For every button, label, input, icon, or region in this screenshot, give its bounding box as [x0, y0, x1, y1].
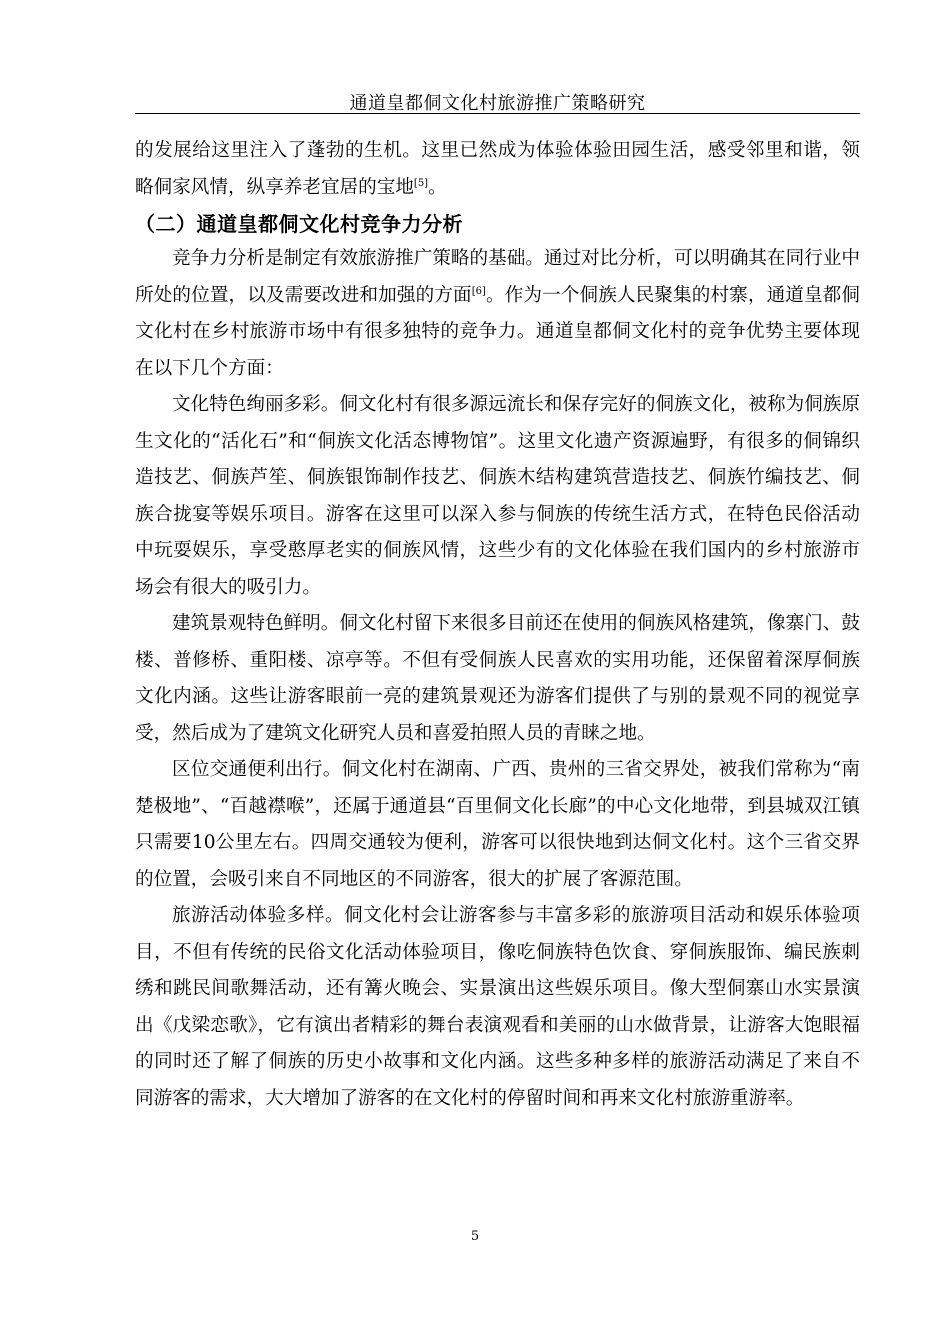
citation-5: [5] [413, 177, 429, 189]
paragraph-text: 。作为一个侗族人民聚集的村寨，通道皇都侗文化村在乡村旅游市场中有很多独特的竞争力。通道皇都侗文化村的竞争优势主要体现在以下几个方面： [135, 284, 860, 379]
continued-paragraph-end: 。 [428, 176, 447, 198]
paragraph-competitiveness-intro [135, 241, 860, 387]
document-body [135, 133, 860, 1117]
header-divider [135, 113, 860, 114]
continued-paragraph-text: 的发展给这里注入了蓬勃的生机。这里已然成为体验体验田园生活，感受邻里和谐，领略侗家风情，纵享养老宜居的宝地 [135, 140, 860, 198]
paragraph-text: 竞争力分析是制定有效旅游推广策略的基础。通过对比分析，可以明确其在同行业中所处的位置，以及需要改进和加强的方面 [135, 248, 860, 306]
paragraph-architecture: 建筑景观特色鲜明。侗文化村留下来很多目前还在使用的侗族风格建筑，像寨门、鼓楼、普修桥、重阳楼、凉亭等。不但有受侗族人民喜欢的实用功能，还保留着深厚侗族文化内涵。这些让游客眼前一亮的建筑景观还为游客们提供了与别的景观不同的视觉享受，然后成为了建筑文化研究人员和喜爱拍照人员的青睐之地。 [135, 613, 860, 744]
page-number: 5 [470, 1229, 480, 1244]
paragraph-transport: 区位交通便利出行。侗文化村在湖南、广西、贵州的三省交界处，被我们常称为“南楚极地”、“百越襟喉”，还属于通道县“百里侗文化长廊”的中心文化地带，到县城双江镇只需要10公里左右。四周交通较为便利，游客可以很快地到达侗文化村。这个三省交界的位置，会吸引来自不同地区的不同游客，很大的扩展了客源范围。 [135, 759, 860, 890]
page-header: 通道皇都侗文化村旅游推广策略研究 [349, 93, 646, 114]
paragraph-activities: 旅游活动体验多样。侗文化村会让游客参与丰富多彩的旅游项目活动和娱乐体验项目，不但有传统的民俗文化活动体验项目，像吃侗族特色饮食、穿侗族服饰、编民族刺绣和跳民间歌舞活动，还有篝火晚会、实景演出这些娱乐项目。像大型侗寨山水实景演出《戊梁恋歌》，它有演出者精彩的舞台表演观看和美丽的山水做背景，让游客大饱眼福的同时还了解了侗族的历史小故事和文化内涵。这些多种多样的旅游活动满足了来自不同游客的需求，大大增加了游客的在文化村的停留时间和再来文化村旅游重游率。 [135, 905, 860, 1109]
section-heading: （二）通道皇都侗文化村竞争力分析 [135, 212, 463, 236]
citation-6: [6] [471, 285, 486, 297]
paragraph-culture: 文化特色绚丽多彩。侗文化村有很多源远流长和保存完好的侗族文化，被称为侗族原生文化的“活化石”和“侗族文化活态博物馆”。这里文化遗产资源遍野，有很多的侗锦织造技艺、侗族芦笙、侗族银饰制作技艺、侗族木结构建筑营造技艺、侗族竹编技艺、侗族合拢宴等娱乐项目。游客在这里可以深入参与侗族的传统生活方式，在特色民俗活动中玩耍娱乐，享受憨厚老实的侗族风情，这些少有的文化体验在我们国内的乡村旅游市场会有很大的吸引力。 [135, 394, 860, 598]
continued-paragraph [135, 133, 860, 206]
